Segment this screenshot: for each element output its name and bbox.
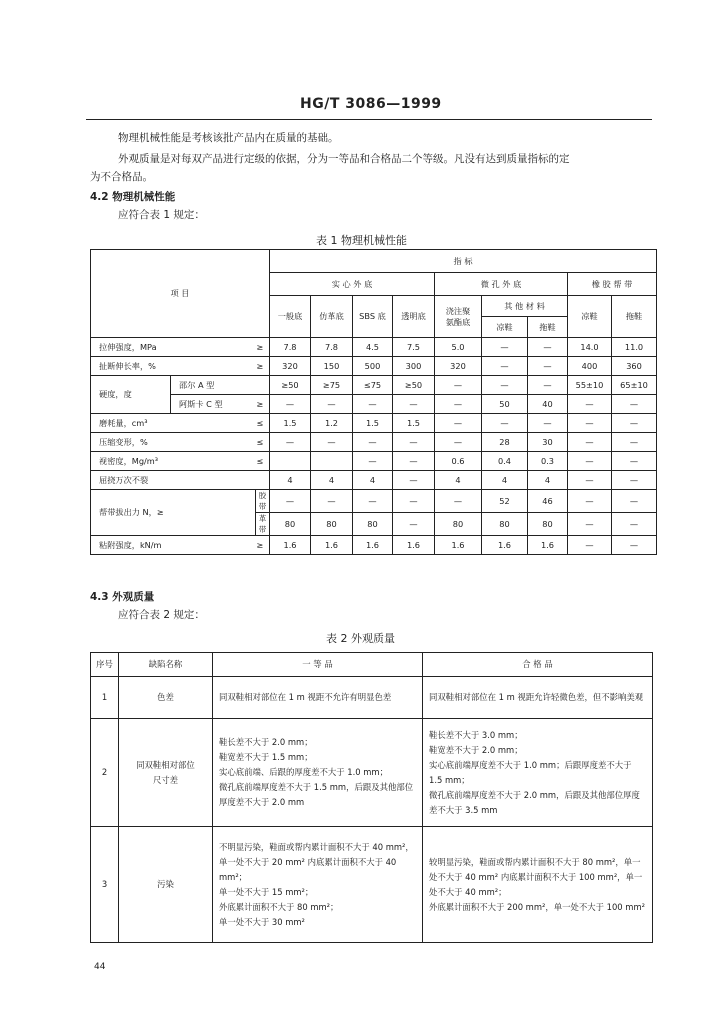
section-4-3-title: 4.3 外观质量 (90, 591, 155, 603)
cell: — (612, 490, 657, 513)
row-label: 革带 (256, 513, 270, 536)
first-grade-line: 同双鞋相对部位在 1 m 视距不允许有明显色差 (219, 692, 392, 702)
cell: 1.5 (393, 414, 435, 433)
cell: — (568, 490, 612, 513)
row-symbol (256, 376, 270, 395)
row-symbol: ≤ (256, 414, 270, 433)
cell: 80 (528, 513, 568, 536)
header-index: 指 标 (270, 250, 657, 273)
table-row (91, 719, 653, 827)
cell: 30 (528, 433, 568, 452)
cell: — (311, 433, 353, 452)
row-no: 2 (91, 719, 119, 827)
table-row (91, 490, 657, 513)
cell: — (612, 513, 657, 536)
row-defect-name: 同双鞋相对部位尺寸差 (119, 719, 213, 827)
cell: 0.4 (482, 452, 528, 471)
table-row (91, 414, 657, 433)
table-row (91, 395, 657, 414)
cell: — (612, 471, 657, 490)
cell: 1.6 (435, 536, 482, 555)
cell: 1.5 (270, 414, 311, 433)
group-other-material: 其 他 材 料 (482, 296, 568, 317)
cell: 5.0 (435, 338, 482, 357)
cell (270, 452, 311, 471)
row-no: 3 (91, 827, 119, 943)
row-label: 磨耗量，cm³ (91, 414, 256, 433)
cell: — (311, 395, 353, 414)
cell: 14.0 (568, 338, 612, 357)
cell: 11.0 (612, 338, 657, 357)
table-row (91, 677, 653, 719)
cell: — (482, 414, 528, 433)
cell: — (612, 536, 657, 555)
cell: 52 (482, 490, 528, 513)
header-defect-name: 缺陷名称 (119, 653, 213, 677)
cell: — (435, 414, 482, 433)
pass-grade-line: 微孔底前端厚度差不大于 2.0 mm，后跟及其他部位厚度差不大于 3.5 mm (429, 789, 640, 815)
appearance-quality-table (90, 652, 653, 943)
cell: — (393, 395, 435, 414)
table-row (91, 338, 657, 357)
row-symbol (256, 471, 270, 490)
cell: ≥75 (311, 376, 353, 395)
first-grade-cell (213, 719, 423, 827)
cell: 400 (568, 357, 612, 376)
first-grade-line: 实心底前端、后跟的厚度差不大于 1.0 mm； (219, 767, 388, 777)
pass-grade-line: 实心底前端厚度差不大于 1.0 mm；后跟厚度差不大于 1.5 mm； (429, 759, 632, 785)
cell: — (568, 536, 612, 555)
pass-grade-line: 鞋宽差不大于 2.0 mm； (429, 744, 523, 755)
cell (311, 452, 353, 471)
cell: — (568, 452, 612, 471)
cell: 4 (482, 471, 528, 490)
cell: ≤75 (353, 376, 393, 395)
header-no: 序号 (91, 653, 119, 677)
cell: 300 (393, 357, 435, 376)
cell: — (270, 395, 311, 414)
cell: — (568, 471, 612, 490)
col-strap-slipper: 拖鞋 (612, 296, 657, 338)
cell: — (270, 433, 311, 452)
cell: ≥50 (393, 376, 435, 395)
cell: 7.5 (393, 338, 435, 357)
pass-grade-line: 较明显污染，鞋面或帮内累计面积不大于 80 mm²，单一处不大于 40 mm² 内底累计面积不大于 100 mm²，单一处不大于 40 mm²； (429, 856, 643, 897)
row-defect-name: 色差 (119, 677, 213, 719)
col-poured-pu-sole (435, 296, 482, 338)
cell: 1.6 (528, 536, 568, 555)
row-label: 屈挠万次不裂 (91, 471, 256, 490)
col-poured-pu-line1: 浇注聚 (445, 305, 471, 316)
first-grade-cell (213, 677, 423, 719)
table-row (91, 471, 657, 490)
cell: 1.2 (311, 414, 353, 433)
cell: 500 (353, 357, 393, 376)
cell: 4 (353, 471, 393, 490)
page-number: 44 (94, 962, 106, 972)
pass-grade-cell (423, 827, 653, 943)
intro-paragraph-1: 物理机械性能是考核该批产品内在质量的基础。 (118, 132, 339, 144)
hardness-label: 硬度，度 (91, 376, 171, 414)
row-label: 粘附强度，kN/m (91, 536, 256, 555)
cell: — (528, 357, 568, 376)
table-row (91, 452, 657, 471)
cell: 0.6 (435, 452, 482, 471)
cell: — (612, 452, 657, 471)
table2-caption: 表 2 外观质量 (326, 632, 395, 645)
col-general-sole: 一般底 (270, 296, 311, 338)
physical-properties-table (90, 249, 657, 555)
cell: 28 (482, 433, 528, 452)
cell: — (528, 376, 568, 395)
first-grade-line: 外底累计面积不大于 80 mm²； (219, 901, 339, 912)
row-symbol: ≥ (256, 357, 270, 376)
cell: — (482, 376, 528, 395)
row-label: 压缩变形，% (91, 433, 256, 452)
cell: — (353, 452, 393, 471)
row-symbol: ≥ (256, 536, 270, 555)
cell: 7.8 (311, 338, 353, 357)
col-ox-sole: 仿革底 (311, 296, 353, 338)
cell: 7.8 (270, 338, 311, 357)
cell: — (311, 490, 353, 513)
cell: — (612, 395, 657, 414)
table-row (91, 357, 657, 376)
table-row (91, 536, 657, 555)
cell: — (482, 338, 528, 357)
row-symbol: ≤ (256, 433, 270, 452)
row-label: 扯断伸长率，% (91, 357, 256, 376)
cell: — (612, 414, 657, 433)
row-defect-name: 污染 (119, 827, 213, 943)
cell: — (393, 471, 435, 490)
cell: 80 (311, 513, 353, 536)
cell: — (568, 395, 612, 414)
cell: 4 (270, 471, 311, 490)
table-row (91, 376, 657, 395)
col-strap-sandal: 凉鞋 (568, 296, 612, 338)
cell: 40 (528, 395, 568, 414)
cell: 1.6 (270, 536, 311, 555)
pass-grade-line: 外底累计面积不大于 200 mm²，单一处不大于 100 mm² (429, 901, 645, 912)
cell: — (528, 338, 568, 357)
cell: 150 (311, 357, 353, 376)
row-label: 邵尔 A 型 (171, 376, 256, 395)
pull-force-label: 帮带拔出力 N，≥ (91, 490, 256, 536)
header-rule (86, 119, 652, 120)
table1-caption: 表 1 物理机械性能 (316, 234, 407, 247)
pass-grade-line: 同双鞋相对部位在 1 m 视距允许轻微色差，但不影响美观 (429, 692, 644, 702)
cell: — (568, 414, 612, 433)
cell: 1.6 (393, 536, 435, 555)
cell: — (482, 357, 528, 376)
group-rubber-strap: 橡 胶 帮 带 (568, 273, 657, 296)
col-clear-sole: 透明底 (393, 296, 435, 338)
table-row (91, 827, 653, 943)
cell: — (353, 395, 393, 414)
row-label: 视密度，Mg/m³ (91, 452, 256, 471)
first-grade-line: 单一处不大于 30 mm² (219, 916, 305, 927)
intro-paragraph-2b: 为不合格品。 (90, 171, 153, 183)
cell: — (612, 433, 657, 452)
row-label: 拉伸强度，MPa (91, 338, 256, 357)
cell: — (568, 513, 612, 536)
cell: 1.6 (482, 536, 528, 555)
cell: — (393, 433, 435, 452)
cell: 55±10 (568, 376, 612, 395)
cell: 4 (435, 471, 482, 490)
row-symbol: ≤ (256, 452, 270, 471)
cell: 4 (528, 471, 568, 490)
section-4-2-title: 4.2 物理机械性能 (90, 191, 176, 203)
cell: — (393, 513, 435, 536)
cell: — (435, 376, 482, 395)
header-first-grade: 一 等 品 (213, 653, 423, 677)
cell: 80 (482, 513, 528, 536)
cell: — (353, 433, 393, 452)
first-grade-line: 单一处不大于 15 mm²； (219, 886, 314, 897)
header-item: 项 目 (91, 250, 270, 338)
col-sbs-sole: SBS 底 (353, 296, 393, 338)
pass-grade-line: 鞋长差不大于 3.0 mm； (429, 729, 523, 740)
row-label: 阿斯卡 C 型 (171, 395, 256, 414)
first-grade-line: 不明显污染，鞋面或帮内累计面积不大于 40 mm²，单一处不大于 20 mm² 内底累计面积不大于 40 mm²； (219, 841, 414, 882)
row-symbol: ≥ (256, 338, 270, 357)
cell: 320 (435, 357, 482, 376)
cell: — (568, 433, 612, 452)
cell: — (270, 490, 311, 513)
row-symbol: ≥ (256, 395, 270, 414)
cell: — (353, 490, 393, 513)
cell: 50 (482, 395, 528, 414)
col-poured-pu-line2: 氨酯底 (445, 316, 471, 327)
cell: 65±10 (612, 376, 657, 395)
cell: — (393, 452, 435, 471)
cell: 80 (270, 513, 311, 536)
pass-grade-cell (423, 677, 653, 719)
intro-paragraph-2a: 外观质量是对每双产品进行定级的依据，分为一等品和合格品二个等级。凡没有达到质量指标的定 (118, 153, 570, 165)
cell: ≥50 (270, 376, 311, 395)
cell: 80 (435, 513, 482, 536)
cell: — (393, 490, 435, 513)
header-pass-grade: 合 格 品 (423, 653, 653, 677)
cell: — (528, 414, 568, 433)
table-row (91, 433, 657, 452)
cell: 46 (528, 490, 568, 513)
cell: 1.6 (353, 536, 393, 555)
cell: 0.3 (528, 452, 568, 471)
cell: 1.6 (311, 536, 353, 555)
group-micro-sole: 微 孔 外 底 (435, 273, 568, 296)
standard-header: HG/T 3086—1999 (300, 96, 442, 112)
first-grade-line: 鞋宽差不大于 1.5 mm； (219, 752, 313, 762)
section-4-2-note: 应符合表 1 规定： (118, 209, 205, 221)
group-solid-sole: 实 心 外 底 (270, 273, 435, 296)
first-grade-line: 鞋长差不大于 2.0 mm； (219, 737, 313, 747)
cell: 4 (311, 471, 353, 490)
col-other-slipper: 拖鞋 (528, 317, 568, 338)
cell: — (435, 490, 482, 513)
cell: 360 (612, 357, 657, 376)
row-label: 胶带 (256, 490, 270, 513)
col-other-sandal: 凉鞋 (482, 317, 528, 338)
first-grade-line: 微孔底前端厚度差不大于 1.5 mm，后跟及其他部位厚度差不大于 2.0 mm (219, 782, 414, 807)
cell: 320 (270, 357, 311, 376)
cell: 80 (353, 513, 393, 536)
row-no: 1 (91, 677, 119, 719)
section-4-3-note: 应符合表 2 规定： (118, 609, 205, 621)
cell: — (435, 433, 482, 452)
pass-grade-cell (423, 719, 653, 827)
cell: 1.5 (353, 414, 393, 433)
cell: 4.5 (353, 338, 393, 357)
cell: — (435, 395, 482, 414)
first-grade-cell (213, 827, 423, 943)
